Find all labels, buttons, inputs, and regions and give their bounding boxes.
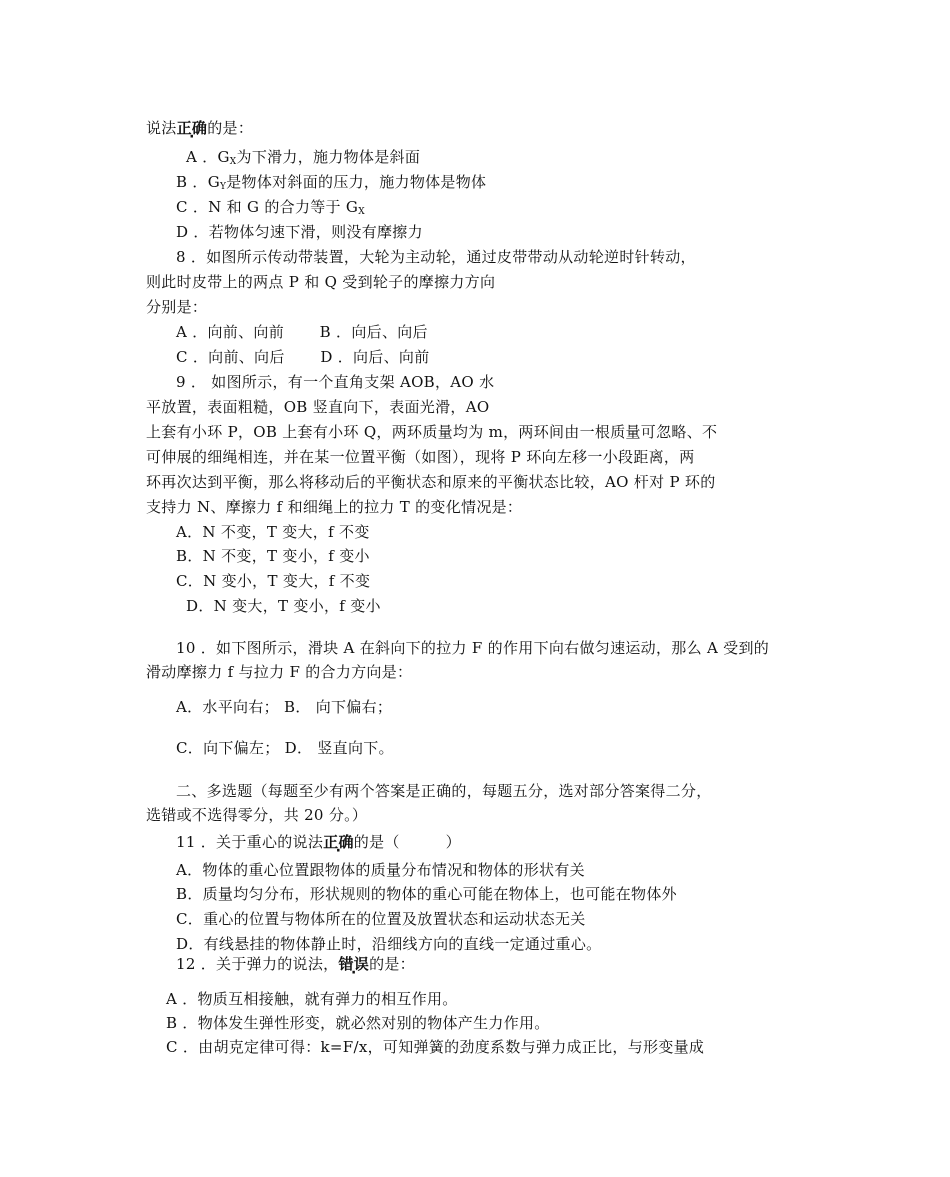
section2-heading-line1: 二、多选题（每题至少有两个答案是正确的，每题五分，选对部分答案得二分， — [176, 782, 712, 800]
q12-stem: 12 ．关于弹力的说法，错误的是： — [176, 955, 415, 973]
q7-option-a: A ．$G_X$为下滑力，施力物体是斜面 — [186, 148, 421, 167]
q8-options-ab: A ．向前、向前 B ．向后、向后 — [176, 323, 428, 341]
emphasis-text: 正确 — [176, 119, 208, 137]
q11-stem: 11 ．关于重心的说法正确的是（ ） — [176, 833, 461, 851]
q11-option-d: D．有线悬挂的物体静止时，沿细线方向的直线一定通过重心。 — [176, 935, 602, 953]
emphasis-text: 错误 — [338, 955, 370, 973]
q8-stem-line2: 则此时皮带上的两点 P 和 Q 受到轮子的摩擦力方向 — [146, 273, 496, 291]
q12-option-b: B ．物体发生弹性形变，就必然对别的物体产生力作用。 — [166, 1014, 550, 1032]
q7-option-b: B ．$G_Y$是物体对斜面的压力，施力物体是物体 — [176, 173, 487, 192]
q11-option-a: A．物体的重心位置跟物体的质量分布情况和物体的形状有关 — [176, 861, 585, 879]
q9-stem-line5: 环再次达到平衡，那么将移动后的平衡状态和原来的平衡状态比较，AO 杆对 P 环的 — [146, 473, 716, 491]
q8-stem-line1: 8 ．如图所示传动带装置，大轮为主动轮，通过皮带带动从动轮逆时针转动， — [176, 248, 696, 266]
q12-option-a: A ．物质互相接触，就有弹力的相互作用。 — [166, 990, 458, 1008]
q11-option-b: B．质量均匀分布，形状规则的物体的重心可能在物体上，也可能在物体外 — [176, 885, 677, 903]
q7-option-d: D ．若物体匀速下滑，则没有摩擦力 — [176, 223, 423, 241]
q8-options-cd: C ．向前、向后 D ．向后、向前 — [176, 348, 430, 366]
q7-option-c: C ．N 和 G 的合力等于 $G_X$ — [176, 198, 365, 217]
q9-option-b: B．N 不变，T 变小，f 变小 — [176, 547, 370, 565]
q8-stem-line3: 分别是： — [146, 298, 208, 316]
q10-options-cd: C．向下偏左； D． 竖直向下。 — [176, 739, 394, 757]
q12-option-c: C ．由胡克定律可得：k=F/x，可知弹簧的劲度系数与弹力成正比，与形变量成 — [166, 1038, 705, 1056]
emphasis-text: 正确 — [323, 833, 354, 851]
q9-option-d: D．N 变大，T 变小，f 变小 — [186, 597, 381, 615]
q9-stem-line3: 上套有小环 P，OB 上套有小环 Q，两环质量均为 m，两环间由一根质量可忽略、不 — [146, 423, 718, 441]
q9-stem-line1: 9 ． 如图所示，有一个直角支架 AOB，AO 水 — [176, 373, 495, 391]
q10-stem-line2: 滑动摩擦力 f 与拉力 F 的合力方向是： — [146, 663, 413, 681]
q11-option-c: C．重心的位置与物体所在的位置及放置状态和运动状态无关 — [176, 910, 586, 928]
q10-options-ab: A．水平向右； B． 向下偏右； — [176, 698, 393, 716]
q9-stem-line4: 可伸展的细绳相连，并在某一位置平衡（如图），现将 P 环向左移一小段距离，两 — [146, 448, 695, 466]
q10-stem-line1: 10 ．如下图所示，滑块 A 在斜向下的拉力 F 的作用下向右做匀速运动，那么 A 受到的 — [176, 639, 770, 657]
q7-stem: 说法正确的是： — [146, 119, 254, 137]
q9-stem-line6: 支持力 N、摩擦力 f 和细绳上的拉力 T 的变化情况是： — [146, 498, 523, 516]
section2-heading-line2: 选错或不选得零分，共 20 分。） — [146, 806, 368, 824]
q9-option-c: C．N 变小，T 变大，f 不变 — [176, 572, 371, 590]
q9-option-a: A．N 不变，T 变大，f 不变 — [176, 523, 370, 541]
q9-stem-line2: 平放置，表面粗糙，OB 竖直向下，表面光滑，AO — [146, 398, 490, 416]
